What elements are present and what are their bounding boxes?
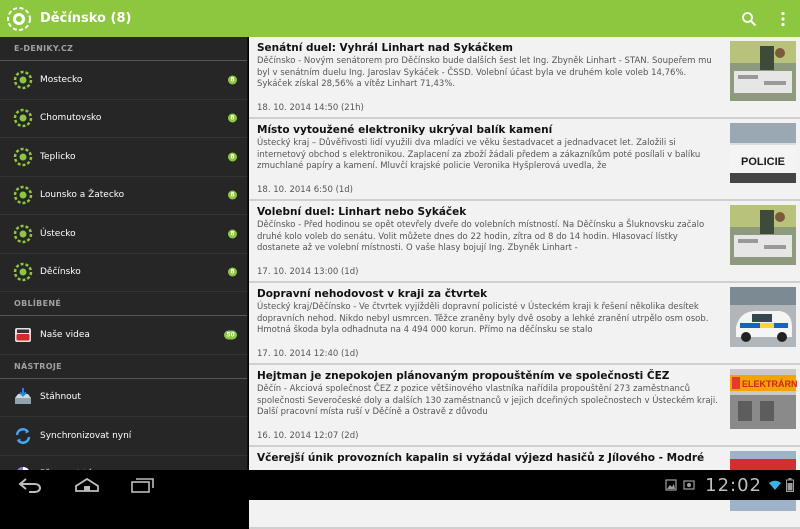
youtube-icon bbox=[12, 324, 34, 346]
article-thumbnail bbox=[730, 123, 796, 183]
back-button[interactable] bbox=[6, 470, 56, 500]
section-header-oblibene: OBLÍBENÉ bbox=[0, 292, 247, 316]
sidebar-item-label: Synchronizovat nyní bbox=[40, 430, 132, 441]
article-thumbnail bbox=[730, 41, 796, 101]
article-date: 16. 10. 2014 12:07 (2d) bbox=[257, 431, 359, 441]
article-list[interactable] bbox=[249, 37, 800, 470]
article-title: Místo vytoužené elektroniky ukrýval balík kamení bbox=[257, 124, 553, 136]
region-logo-icon bbox=[12, 223, 34, 245]
article-title: Volební duel: Linhart nebo Sykáček bbox=[257, 206, 467, 218]
region-logo-icon bbox=[12, 69, 34, 91]
sidebar-item-label: Chomutovsko bbox=[40, 113, 102, 124]
search-button[interactable] bbox=[732, 0, 766, 37]
region-logo-icon bbox=[12, 107, 34, 129]
download-icon bbox=[12, 386, 34, 408]
sidebar-item-label: Naše videa bbox=[40, 329, 90, 340]
article-date: 17. 10. 2014 12:40 (1d) bbox=[257, 349, 359, 359]
region-logo-icon bbox=[12, 146, 34, 168]
home-icon bbox=[73, 477, 101, 493]
article-thumbnail bbox=[730, 287, 796, 347]
article-item[interactable] bbox=[249, 365, 800, 447]
sidebar-item-lounsko-zatecko[interactable] bbox=[0, 177, 247, 216]
app-logo-icon[interactable] bbox=[6, 6, 32, 32]
section-header-nastroje: NÁSTROJE bbox=[0, 355, 247, 379]
battery-icon bbox=[786, 478, 794, 492]
article-excerpt: Děčínsko - Novým senátorem pro Děčínsko bude dalších šest let Ing. Zbyněk Linhart - STAN. Soupeřem mu byl v senátním duelu Ing. Jaroslav Sykáček - ČSSD. Volební účast byla ve druhém kole voleb 14,76%. Sykáček získal 28,56% a vítěz Linhart 71,43%. bbox=[257, 56, 712, 89]
article-thumbnail bbox=[730, 369, 796, 429]
sidebar-item-teplicko[interactable] bbox=[0, 138, 247, 177]
article-excerpt: Ústecký kraj/Děčínsko - Ve čtvrtek vyjížděli dopravní policisté v Ústeckém kraji k řešení několika desítek dopravních nehod. Nikdo nebyl usmrcen. Těžce zraněny byly dvě osoby a lehké zranění utrpělo osm osob. Hmotná škoda byla odhadnuta na 4 494 000 korun. Přímo na děčínsku se stalo bbox=[257, 302, 709, 335]
sidebar-item-ustecko[interactable] bbox=[0, 215, 247, 254]
thumbnail-text: POLICIE bbox=[740, 156, 786, 168]
article-date: 18. 10. 2014 14:50 (21h) bbox=[257, 103, 364, 113]
sidebar-item-mostecko[interactable] bbox=[0, 61, 247, 100]
clock: 12:02 bbox=[705, 474, 762, 496]
unread-count-badge: 8 bbox=[228, 191, 237, 200]
unread-count-badge: 8 bbox=[228, 114, 237, 123]
region-logo-icon bbox=[12, 184, 34, 206]
back-icon bbox=[17, 477, 45, 493]
home-button[interactable] bbox=[62, 470, 112, 500]
article-item[interactable] bbox=[249, 283, 800, 365]
sidebar-item-decinsko[interactable] bbox=[0, 254, 247, 293]
article-item[interactable] bbox=[249, 201, 800, 283]
article-title: Hejtman je znepokojen plánovaným propouštěním ve společnosti ČEZ bbox=[257, 370, 670, 382]
sidebar-item-nase-videa[interactable] bbox=[0, 316, 247, 355]
article-thumbnail bbox=[730, 205, 796, 265]
system-bar bbox=[0, 470, 800, 500]
sidebar-item-label: Stáhnout bbox=[40, 392, 81, 403]
sidebar-item-label: Mostecko bbox=[40, 74, 83, 85]
section-header-e-deniky: E-DENIKY.CZ bbox=[0, 37, 247, 61]
sidebar-item-label: Teplicko bbox=[40, 151, 76, 162]
article-excerpt: Ústecký kraj – Důvěřivosti lidí využili dva mladíci ve věku šestadvacet a jednadvacet let. Založili si internetový obchod s elektronikou. Zaplacení za zboží žádali předem a zákazníkům poté posílali v balíku zmuchlané papíry a kamení. Mluvčí krajské policie Veronika Hyšplerová uvedla, že bbox=[257, 138, 701, 171]
unread-count-badge: 50 bbox=[224, 330, 237, 339]
article-title: Senátní duel: Vyhrál Linhart nad Sykáčkem bbox=[257, 42, 513, 54]
thumbnail-text: ELEKTRÁRN bbox=[742, 379, 798, 389]
sidebar-item-synchronizovat[interactable] bbox=[0, 417, 247, 456]
sidebar-item-stahnout[interactable] bbox=[0, 379, 247, 418]
sidebar-item-label: Děčínsko bbox=[40, 267, 81, 278]
article-item[interactable] bbox=[249, 119, 800, 201]
status-area[interactable] bbox=[665, 470, 794, 500]
search-icon bbox=[741, 11, 757, 27]
sidebar-item-chomutovsko[interactable] bbox=[0, 100, 247, 139]
notification-photo-icon bbox=[683, 479, 695, 491]
sidebar-item-label: Ústecko bbox=[40, 228, 76, 239]
article-item[interactable] bbox=[249, 37, 800, 119]
notification-image-icon bbox=[665, 479, 677, 491]
article-date: 18. 10. 2014 6:50 (1d) bbox=[257, 185, 353, 195]
sidebar-item-label: Lounsko a Žatecko bbox=[40, 190, 125, 201]
article-date: 17. 10. 2014 13:00 (1d) bbox=[257, 267, 359, 277]
article-title: Včerejší únik provozních kapalin si vyžádal výjezd hasičů z Jílového - Modré bbox=[257, 452, 705, 464]
wifi-icon bbox=[768, 479, 782, 491]
article-excerpt: Děčínsko - Před hodinou se opět otevřely dveře do volebních místností. Na Děčínsku a Šluknovsku začalo druhé kolo voleb do senátu. Volit můžete dnes do 22 hodin, zítra od 8 do 14 hodin. Hlasovací lístky dostanete až ve volební místnosti. O vaše hlasy bojují Ing. Zbyněk Linhart - bbox=[257, 220, 705, 253]
unread-count-badge: 8 bbox=[228, 268, 237, 277]
unread-count-badge: 8 bbox=[228, 229, 237, 238]
region-logo-icon bbox=[12, 261, 34, 283]
article-title: Dopravní nehodovost v kraji za čtvrtek bbox=[257, 288, 488, 300]
recent-apps-icon bbox=[130, 477, 156, 493]
overflow-menu-icon bbox=[780, 11, 786, 27]
article-excerpt: Děčín - Akciová společnost ČEZ z pozice většinového vlastníka nařídila propouštění 273 zaměstnanců společnosti Severočeské doly a dalších 130 zaměstnanců v jejich dceřiných společnostech v Ústeckém kraji. Další pracovní místa ruší v Děčíně a Ostravě z důvodu bbox=[257, 384, 718, 417]
recent-apps-button[interactable] bbox=[118, 470, 168, 500]
navigation-drawer bbox=[0, 37, 248, 470]
app-title: Děčínsko (8) bbox=[40, 11, 132, 26]
action-bar bbox=[0, 0, 800, 37]
unread-count-badge: 8 bbox=[228, 152, 237, 161]
unread-count-badge: 8 bbox=[228, 75, 237, 84]
sync-icon bbox=[12, 425, 34, 447]
overflow-menu-button[interactable] bbox=[766, 0, 800, 37]
